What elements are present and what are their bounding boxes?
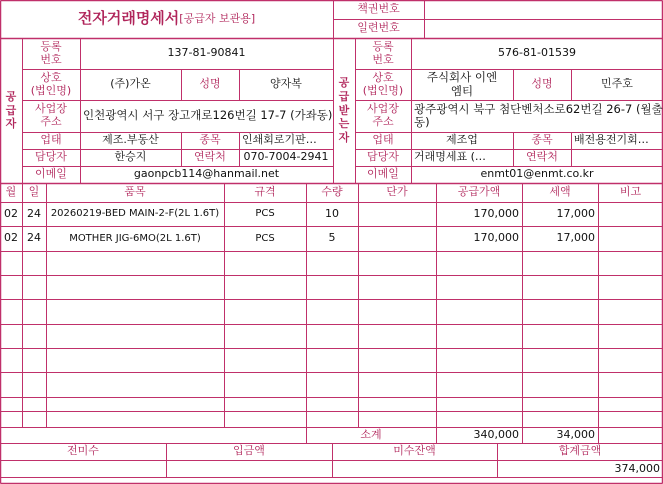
item-name: 20260219-BED MAIN-2-F(2L 1.6T) <box>50 208 220 220</box>
receiver-biz-item-label: 종목 <box>531 133 553 147</box>
receiver-email-label: 이메일 <box>367 167 399 181</box>
item-day: 24 <box>27 206 41 220</box>
receiver-name-label: 성명 <box>531 77 553 91</box>
supplier-phone: 070-7004-2941 <box>243 150 329 164</box>
item-month: 02 <box>4 206 18 220</box>
supplier-reg-no: 137-81-90841 <box>167 46 246 60</box>
item-month: 02 <box>4 231 18 245</box>
receiver-biz-item: 배전용전기회… <box>574 133 649 147</box>
supplier-name-label: 성명 <box>199 77 221 91</box>
supplier-address: 인천광역시 서구 장고개로126번길 17-7 (가좌동) <box>83 108 333 123</box>
book-no-label: 책권번호 <box>357 2 400 16</box>
col-item: 품목 <box>124 185 146 199</box>
col-note: 비고 <box>619 185 642 199</box>
title-note: [공급자 보관용] <box>179 11 256 25</box>
supplier-biz-item-label: 종목 <box>199 133 221 147</box>
item-note <box>598 202 663 226</box>
receiver-company: 주식회사 이엔 엠티 <box>426 70 498 98</box>
receiver-company-label: 상호 (법인명) <box>362 70 404 97</box>
col-month: 월 <box>5 185 17 199</box>
item-qty: 5 <box>328 231 336 245</box>
footer-deposit <box>166 460 332 478</box>
item-spec: PCS <box>255 232 275 244</box>
serial-no-value <box>424 19 663 38</box>
item-tax: 17,000 <box>556 231 595 245</box>
col-qty: 수량 <box>321 185 343 199</box>
subtotal-tax: 34,000 <box>556 427 595 441</box>
receiver-address: 광주광역시 북구 첨단벤처소로62번길 26-7 (월출동) <box>414 101 663 129</box>
col-day: 일 <box>28 185 40 199</box>
receiver-biz-type-label: 업태 <box>372 133 394 147</box>
col-tax: 세액 <box>549 185 571 199</box>
receiver-manager: 거래명세표 (… <box>414 150 486 164</box>
item-note <box>598 226 663 251</box>
supplier-manager-label: 담당자 <box>35 150 67 164</box>
item-tax: 17,000 <box>556 206 595 220</box>
serial-no-label: 일련번호 <box>357 21 400 35</box>
supplier-biz-type-label: 업태 <box>40 133 62 147</box>
supplier-reg-no-label: 등록 번호 <box>40 39 62 66</box>
supplier-biz-item: 인쇄회로기판… <box>242 133 317 147</box>
title-text: 전자거래명세서 <box>77 9 180 28</box>
footer-prev-balance-label: 전미수 <box>67 444 99 458</box>
supplier-name: 양자복 <box>270 77 302 91</box>
document-title <box>0 0 333 38</box>
receiver-address-label: 사업장 주소 <box>367 102 399 128</box>
receiver-biz-type: 제조업 <box>446 133 478 147</box>
supplier-company-label: 상호 (법인명) <box>30 70 72 97</box>
receiver-phone-label: 연락처 <box>526 150 558 164</box>
supplier-side-label: 공급자 <box>5 89 17 131</box>
footer-deposit-label: 입금액 <box>233 444 265 458</box>
footer-total: 374,000 <box>614 461 660 475</box>
item-supply: 170,000 <box>473 231 519 245</box>
item-unit-price <box>358 202 436 226</box>
item-unit-price <box>358 226 436 251</box>
col-spec: 규격 <box>254 185 276 199</box>
footer-prev-balance <box>0 460 166 478</box>
subtotal-supply: 340,000 <box>473 427 519 441</box>
receiver-side-label: 공급받는자 <box>338 76 350 145</box>
supplier-email-label: 이메일 <box>35 167 67 181</box>
item-supply: 170,000 <box>473 206 519 220</box>
supplier-company: (주)가온 <box>110 77 151 91</box>
receiver-phone <box>571 149 663 166</box>
item-qty: 10 <box>325 206 339 220</box>
receiver-email: enmt01@enmt.co.kr <box>480 167 594 181</box>
footer-unpaid <box>332 460 497 478</box>
supplier-biz-type: 제조.부동산 <box>102 133 159 147</box>
receiver-name: 민주호 <box>601 77 633 91</box>
col-unit-price: 단가 <box>386 185 408 199</box>
supplier-address-label: 사업장 주소 <box>35 102 67 128</box>
receiver-reg-no-label: 등록 번호 <box>372 39 394 66</box>
footer-total-label: 합계금액 <box>558 444 602 458</box>
receiver-manager-label: 담당자 <box>367 150 399 164</box>
item-name: MOTHER JIG-6MO(2L 1.6T) <box>69 232 201 244</box>
subtotal-label: 소계 <box>360 427 382 441</box>
book-no-value <box>424 0 663 19</box>
receiver-reg-no: 576-81-01539 <box>498 46 576 60</box>
footer-unpaid-label: 미수잔액 <box>393 444 436 458</box>
item-spec: PCS <box>255 208 275 220</box>
supplier-phone-label: 연락처 <box>194 150 226 164</box>
supplier-email: gaonpcb114@hanmail.net <box>133 167 280 181</box>
col-supply: 공급가액 <box>457 185 501 199</box>
supplier-manager: 한승지 <box>114 150 147 164</box>
item-day: 24 <box>27 231 41 245</box>
